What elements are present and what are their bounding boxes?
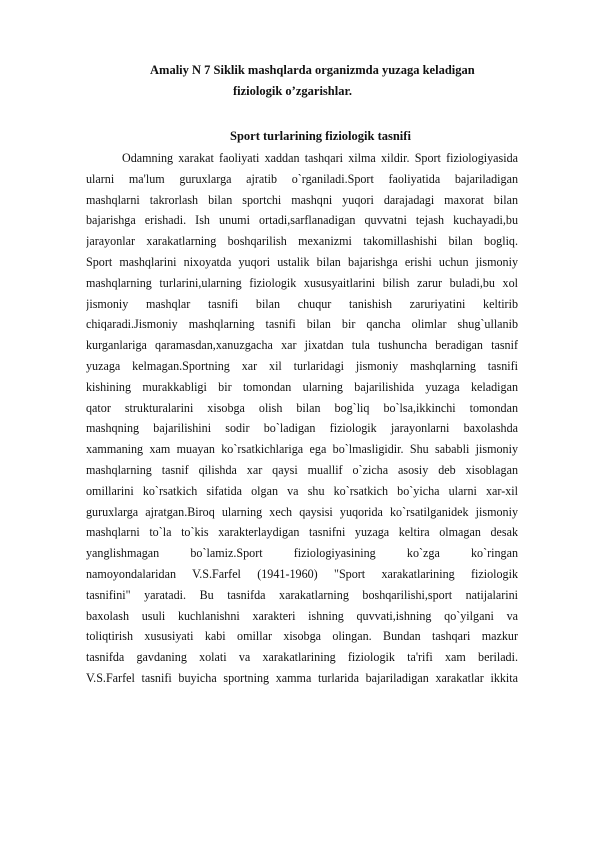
- section-heading: Sport turlarining fiziologik tasnifi: [230, 129, 411, 143]
- document-title-line-1: Amaliy N 7 Siklik mashqlarda organizmda yuzaga keladigan: [150, 63, 475, 77]
- paragraph-line: ularni ma'lum guruxlarga ajratib o`rganiladi.Sport faoliyatida bajariladigan: [86, 171, 518, 186]
- paragraph-line: chiqaradi.Jismoniy mashqlarning tasnifi bilan bir qancha olimlar shug`ullanib: [86, 317, 518, 332]
- paragraph-line: bajarishga erishadi. Ish unumi ortadi,sarflanadigan quvvatni tejash kuchayadi,bu: [86, 213, 518, 228]
- paragraph-line: jismoniy mashqlar tasnifi bilan chuqur tanishish zaruriyatini keltirib: [86, 296, 518, 311]
- body-paragraph: [86, 148, 518, 689]
- paragraph-line: mashqning bajarilishini sodir bo`ladigan fiziologik jarayonlarni baxolashda: [86, 421, 518, 436]
- paragraph-line: omillarini ko`rsatkich sifatida olgan va shu ko`rsatkich bo`yicha ularni xar-xil: [86, 483, 518, 498]
- paragraph-line: Odamning xarakat faoliyati xaddan tashqari xilma xildir. Sport fiziologiyasida: [122, 151, 518, 165]
- paragraph-line: qator strukturalarini xisobga olish bilan bog`liq bo`lsa,ikkinchi tomondan: [86, 400, 518, 415]
- paragraph-line: baxolash usuli kuchlanishni xarakteri ishning quvvati,ishning qo`yilgani va: [86, 608, 518, 623]
- paragraph-line: tasnifda gavdaning xolati va xarakatlarining fiziologik ta'rifi xam beriladi.: [86, 650, 518, 665]
- paragraph-line: mashqlarning turlarini,ularning fiziologik xususyaitlarini bilish zarur buladi,bu xol: [86, 275, 518, 290]
- paragraph-line: toliqtirish xususiyati kabi omillar xisobga olingan. Bundan tashqari mazkur: [86, 629, 518, 644]
- paragraph-line: tasnifini" yaratadi. Bu tasnifda xarakatlarning boshqarilishi,sport natijalarini: [86, 587, 518, 602]
- paragraph-line: kishining murakkabligi bir tomondan ularning bajarilishida yuzaga keladigan: [86, 379, 518, 394]
- paragraph-line: mashqlarni takrorlash bilan sportchi mashqni yuqori darajadagi maxorat bilan: [86, 192, 518, 207]
- paragraph-line: xammaning xam muayan ko`rsatkichlariga ega bo`lmasligidir. Shu sababli jismoniy: [86, 442, 518, 457]
- paragraph-line: jarayonlar xarakatlarning boshqarilish mexanizmi takomillashishi bilan bogliq.: [86, 234, 518, 249]
- paragraph-line: yuzaga kelmagan.Sportning xar xil turlaridagi jismoniy mashqlarning tasnifi: [86, 358, 518, 373]
- paragraph-line: namoyondalaridan V.S.Farfel (1941-1960) "Sport xarakatlarining fiziologik: [86, 566, 518, 581]
- document-title-line-2: fiziologik o’zgarishlar.: [233, 84, 352, 98]
- paragraph-line: guruxlarga ajratgan.Biroq ularning xech qaysisi yuqorida ko`rsatilganidek jismoniy: [86, 504, 518, 519]
- paragraph-line: kurganlariga qaramasdan,xanuzgacha xar jixatdan tula tushuncha beradigan tasnif: [86, 338, 518, 353]
- paragraph-line: mashqlarning tasnif qilishda xar qaysi muallif o`zicha asosiy deb xisoblagan: [86, 462, 518, 477]
- paragraph-line: mashqlarni to`la to`kis xarakterlaydigan tasnifni yuzaga keltira olmagan desak: [86, 525, 518, 540]
- paragraph-line: yanglishmagan bo`lamiz.Sport fiziologiyasining ko`zga ko`ringan: [86, 546, 518, 561]
- paragraph-line: V.S.Farfel tasnifi buyicha sportning xamma turlarida bajariladigan xarakatlar ikkita: [86, 670, 518, 685]
- paragraph-line: Sport mashqlarini nixoyatda yuqori ustalik bilan bajarishga erishi uchun jismoniy: [86, 254, 518, 269]
